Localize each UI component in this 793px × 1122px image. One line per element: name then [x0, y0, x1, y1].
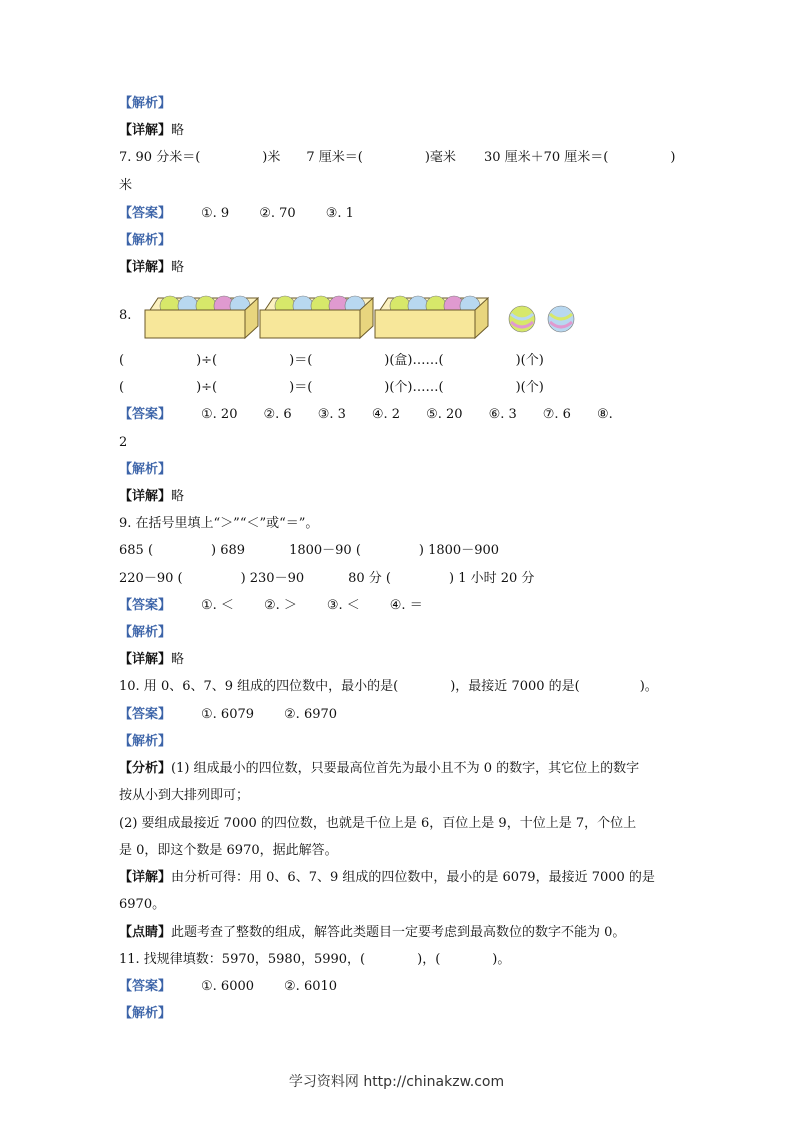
q8-answer-2: ②. 6 [263, 407, 292, 422]
q7-text-1: 7. 90 分米＝( [119, 150, 201, 165]
q8-r1-1: ( [119, 353, 125, 368]
q9-answer-1: ①. ＜ [201, 598, 234, 613]
q8-r1-2: )÷( [196, 353, 218, 368]
detail-label: 【详解】 [119, 489, 172, 504]
box-3 [375, 296, 488, 338]
q8-answer-line [119, 406, 613, 424]
q10-fenxi-2: 按从小到大排列即可； [119, 788, 250, 803]
q7-text-2: )米 [262, 150, 281, 165]
boxes-of-balls-illustration [140, 290, 580, 342]
loose-ball-1 [509, 306, 535, 332]
q9-r2-a: 220－90 ( [119, 571, 183, 586]
q8-number: 8. [119, 308, 132, 323]
q8-answer-1: ①. 20 [201, 407, 238, 422]
q10-fenxi-1 [119, 760, 639, 778]
detail-label: 【详解】 [119, 870, 172, 885]
q10-fenxi-4: 是 0，即这个数是 6970，据此解答。 [119, 843, 338, 858]
q8-answer-5: ⑤. 20 [426, 407, 463, 422]
q9-stem: 9. 在括号里填上“＞”“＜”或“＝”。 [119, 516, 319, 531]
q10-detail-text-1: 由分析可得：用 0、6、7、9 组成的四位数中，最小的是 6079，最接近 7000 的是 [171, 870, 655, 885]
q8-r2-1: ( [119, 380, 125, 395]
q11-answer-line [119, 978, 337, 996]
box-2 [260, 296, 373, 338]
q10-dianjing-text: 此题考查了整数的组成，解答此类题目一定要考虑到最高数位的数字不能为 0。 [171, 925, 626, 940]
q10-fenxi-3: (2) 要组成最接近 7000 的四位数，也就是千位上是 6，百位上是 9，十位上是 7，个位上 [119, 816, 637, 831]
dianjing-label: 【点睛】 [119, 925, 172, 940]
q10-detail-1 [119, 869, 655, 887]
q7-answer-1: ①. 9 [201, 206, 230, 221]
footer-watermark: 学习资料网 http://chinakzw.com [288, 1074, 505, 1090]
q7-text-5: 30 厘米＋70 厘米＝( [483, 150, 609, 165]
q9-r1-b: ) 689 [211, 543, 246, 558]
q10-stem-c: )。 [639, 679, 658, 694]
detail-text: 略 [171, 123, 185, 138]
answer-label: 【答案】 [119, 598, 172, 613]
question-7 [119, 149, 675, 167]
q7-answer-line [119, 205, 354, 223]
q8-row-2 [119, 379, 544, 397]
answer-label: 【答案】 [119, 707, 172, 722]
q10-fenxi-text-1: (1) 组成最小的四位数，只要最高位首先为最小且不为 0 的数字，其它位上的数字 [171, 761, 640, 776]
analysis-label: 【解析】 [119, 734, 172, 749]
q9-r1-c: 1800－90 ( [289, 543, 361, 558]
answer-label: 【答案】 [119, 979, 172, 994]
q10-answer-2: ②. 6970 [284, 707, 338, 722]
q10-stem [119, 678, 658, 696]
detail-text: 略 [171, 652, 185, 667]
analysis-label: 【解析】 [119, 233, 172, 248]
q8-r1-5: )(个) [515, 353, 544, 368]
q10-answer-1: ①. 6079 [201, 707, 255, 722]
q8-r1-3: )＝( [289, 353, 313, 368]
q10-dianjing [119, 924, 625, 942]
q9-answer-line [119, 597, 423, 615]
analysis-label: 【解析】 [119, 462, 172, 477]
q7-text-6: ) [670, 150, 676, 165]
q10-answer-line [119, 706, 337, 724]
q11-answer-1: ①. 6000 [201, 979, 255, 994]
answer-label: 【答案】 [119, 407, 172, 422]
q10-detail-2: 6970。 [119, 897, 166, 912]
analysis-label: 【解析】 [119, 1006, 172, 1021]
detail-label: 【详解】 [119, 123, 172, 138]
q7-text-3: 7 厘米＝( [306, 150, 363, 165]
q8-answer-7: ⑦. 6 [542, 407, 571, 422]
detail-label: 【详解】 [119, 260, 172, 275]
q11-stem-b: )，( [417, 952, 441, 967]
detail-label: 【详解】 [119, 652, 172, 667]
q9-answer-4: ④. ＝ [389, 598, 423, 613]
q7-text-4: )毫米 [424, 150, 456, 165]
analysis-label: 【解析】 [119, 96, 172, 111]
detail-text: 略 [171, 489, 185, 504]
loose-ball-2 [548, 306, 574, 332]
fenxi-label: 【分析】 [119, 761, 172, 776]
q8-r2-2: )÷( [196, 380, 218, 395]
q11-stem-a: 11. 找规律填数：5970，5980，5990，( [119, 952, 366, 967]
q9-answer-2: ②. ＞ [263, 598, 297, 613]
q7-answer-2: ②. 70 [259, 206, 296, 221]
box-1 [145, 296, 258, 338]
q8-row-1 [119, 352, 544, 370]
q8-r2-3: )＝( [289, 380, 313, 395]
q7-answer-3: ③. 1 [325, 206, 354, 221]
detail-line [119, 122, 184, 140]
q9-answer-3: ③. ＜ [326, 598, 360, 613]
detail-line [119, 651, 184, 669]
q10-stem-a: 10. 用 0、6、7、9 组成的四位数中，最小的是( [119, 679, 399, 694]
q8-r2-5: )(个) [515, 380, 544, 395]
q8-r2-4: )(个)……( [384, 380, 444, 395]
detail-text: 略 [171, 260, 185, 275]
q9-r2-c: 80 分 ( [348, 571, 392, 586]
q9-r1-a: 685 ( [119, 543, 154, 558]
q8-answer-8: ⑧. [596, 407, 613, 422]
q8-wrap: 2 [119, 435, 128, 450]
q8-r1-4: )(盒)……( [384, 353, 444, 368]
q7-wrap: 米 [119, 178, 133, 193]
q9-r2-d: ) 1 小时 20 分 [449, 571, 535, 586]
detail-line [119, 488, 184, 506]
q8-answer-3: ③. 3 [317, 407, 346, 422]
q11-stem [119, 951, 510, 969]
q11-stem-c: )。 [492, 952, 511, 967]
q8-answer-6: ⑥. 3 [488, 407, 517, 422]
q9-row-2 [119, 570, 534, 588]
q9-r1-d: ) 1800－900 [418, 543, 500, 558]
answer-label: 【答案】 [119, 206, 172, 221]
q9-r2-b: ) 230－90 [240, 571, 305, 586]
q10-stem-b: )，最接近 7000 的是( [450, 679, 580, 694]
q11-answer-2: ②. 6010 [284, 979, 338, 994]
q8-answer-4: ④. 2 [371, 407, 401, 422]
analysis-label: 【解析】 [119, 625, 172, 640]
detail-line [119, 259, 184, 277]
q9-row-1 [119, 542, 499, 560]
